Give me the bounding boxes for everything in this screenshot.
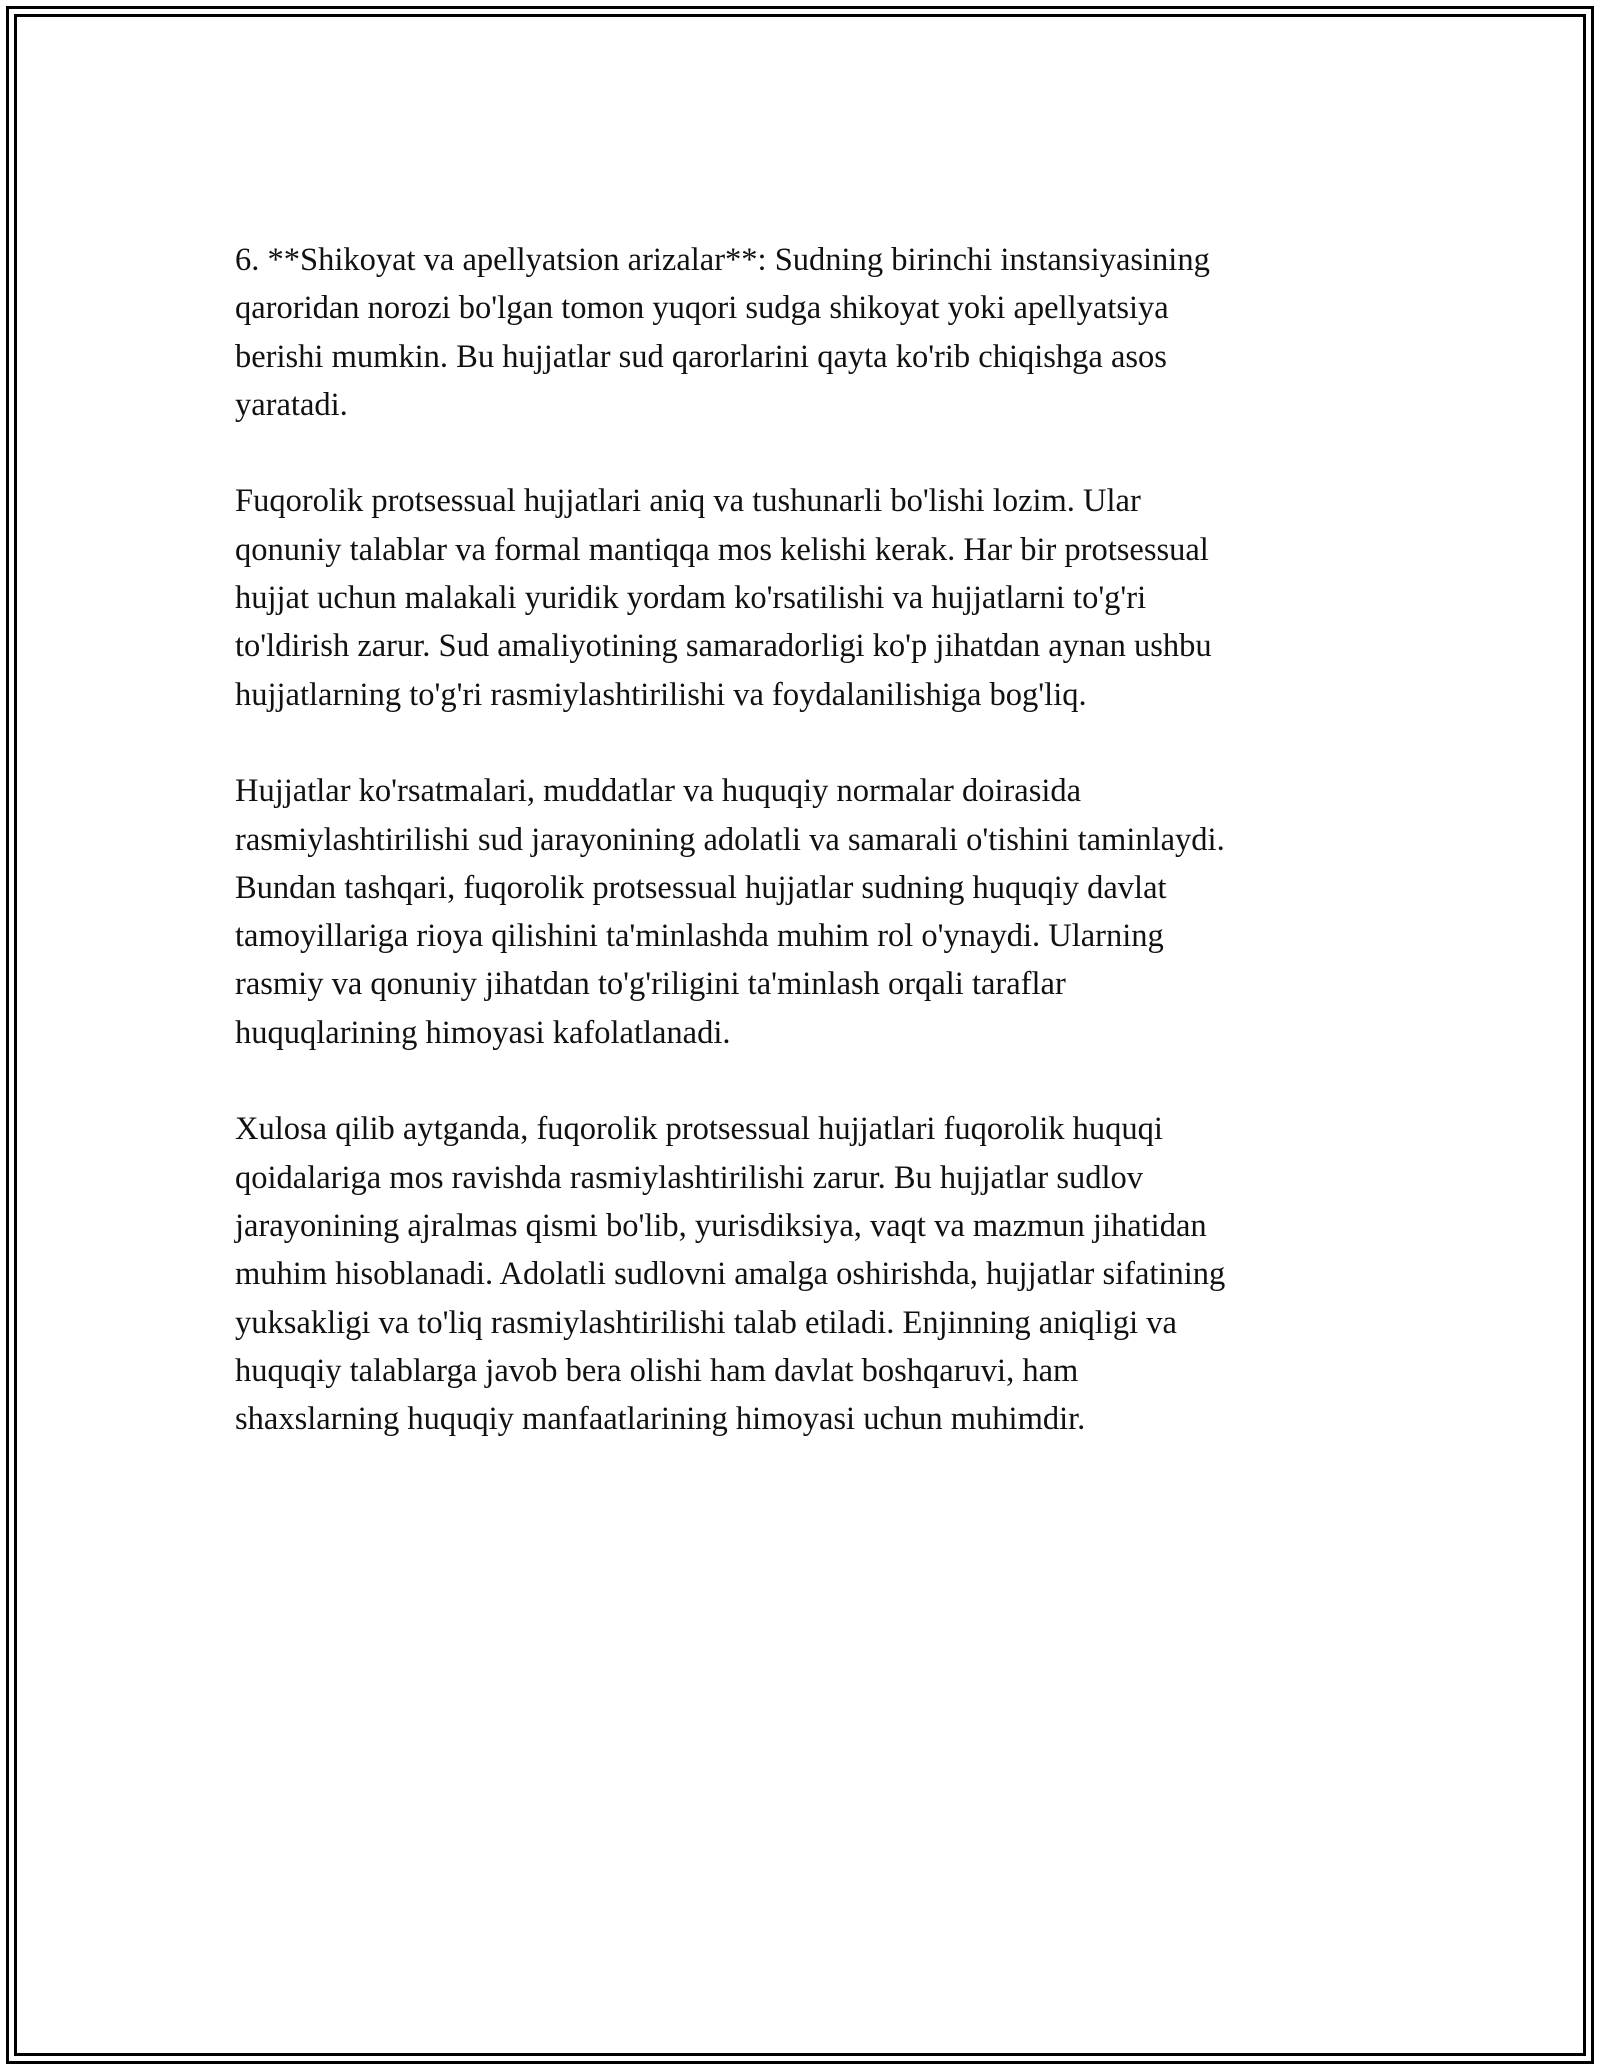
paragraph-clarity-requirements: Fuqorolik protsessual hujjatlari aniq va tushunarli bo'lishi lozim. Ular qonuniy talablar va formal mantiqqa mos kelishi kerak. Har bir protsessual hujjat uchun malakali yuridik yordam ko'rsatilishi va hujjatlarni to'g'ri to'ldirish zarur. Sud amaliyotining samaradorligi ko'p jihatdan aynan ushbu hujjatlarning to'g'ri rasmiylashtirilishi va foydalanilishiga bog'liq. bbox=[235, 483, 1212, 713]
paragraph-conclusion: Xulosa qilib aytganda, fuqorolik protsessual hujjatlari fuqorolik huquqi qoidalariga mos ravishda rasmiylashtirilishi zarur. Bu hujjatlar sudlov jarayonining ajralmas qismi bo'lib, yurisdiksiya, vaqt va mazmun jihatidan muhim hisoblanadi. Adolatli sudlovni amalga oshirishda, hujjatlar sifatining yuksakligi va to'liq rasmiylashtirilishi talab etiladi. Enjinning aniqligi va huquqiy talablarga javob bera olishi ham davlat boshqaruvi, ham shaxslarning huquqiy manfaatlarining himoyasi uchun muhimdir. bbox=[235, 1111, 1226, 1438]
paragraph-formalization: Hujjatlar ko'rsatmalari, muddatlar va huquqiy normalar doirasida rasmiylashtirilishi sud jarayonining adolatli va samarali o'tishini taminlaydi. Bundan tashqari, fuqorolik protsessual hujjatlar sudning huquqiy davlat tamoyillariga rioya qilishini ta'minlashda muhim rol o'ynaydi. Ularning rasmiy va qonuniy jihatdan to'g'riligini ta'minlash orqali taraflar huquqlarining himoyasi kafolatlanadi. bbox=[235, 773, 1225, 1051]
paragraph-appeals: 6. **Shikoyat va apellyatsion arizalar**: Sudning birinchi instansiyasining qaroridan norozi bo'lgan tomon yuqori sudga shikoyat yoki apellyatsiya berishi mumkin. Bu hujjatlar sud qarorlarini qayta ko'rib chiqishga asos yaratadi. bbox=[235, 242, 1210, 423]
document-body bbox=[235, 236, 1375, 1443]
